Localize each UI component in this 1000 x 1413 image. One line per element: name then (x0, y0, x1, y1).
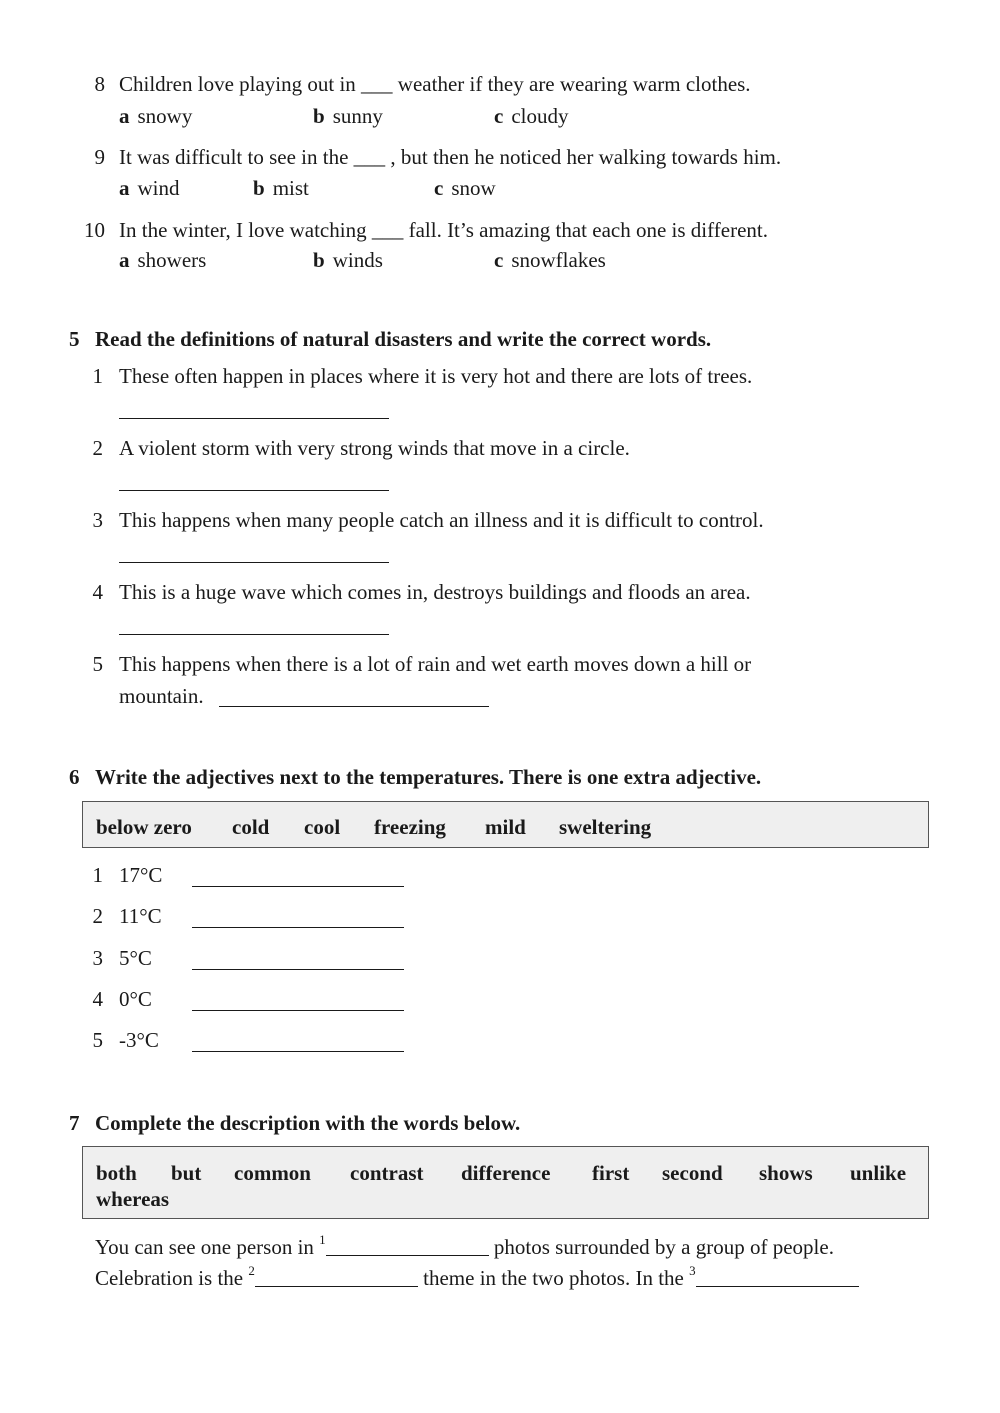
word-bank-item: both (96, 1161, 137, 1185)
answer-blank[interactable] (119, 634, 389, 635)
question-number: 9 (94, 145, 105, 169)
question-text: Children love playing out in ___ weather if they are wearing warm clothes. (119, 72, 751, 96)
item-number: 5 (92, 1028, 103, 1052)
definition-text-continued: mountain. (119, 684, 204, 708)
option-b[interactable]: b sunny (313, 104, 383, 128)
description-line-1: You can see one person in $^1$ photos surrounded by a group of people. (95, 1232, 834, 1259)
temperature: 5°C (119, 946, 152, 970)
section-number: 5 (69, 327, 80, 351)
word-bank (82, 801, 929, 848)
gap-number: 3 (689, 1263, 696, 1278)
word-bank-item: below zero (96, 815, 192, 839)
definition-text: These often happen in places where it is very hot and there are lots of trees. (119, 364, 753, 388)
definition-text: This happens when many people catch an illness and it is difficult to control. (119, 508, 764, 532)
option-b[interactable]: b winds (313, 248, 383, 272)
question-text: In the winter, I love watching ___ fall. It’s amazing that each one is different. (119, 218, 768, 242)
gap-number: 1 (319, 1232, 326, 1247)
word-bank-item: cool (304, 815, 341, 839)
item-number: 4 (92, 580, 103, 604)
word-bank-item: second (662, 1161, 723, 1185)
answer-blank[interactable] (119, 418, 389, 419)
gap-blank-3[interactable] (696, 1268, 859, 1287)
section-number: 7 (69, 1111, 80, 1135)
word-bank-item: common (234, 1161, 311, 1185)
word-bank-item: difference (461, 1161, 551, 1185)
item-number: 2 (92, 904, 103, 928)
definition-text: A violent storm with very strong winds that move in a circle. (119, 436, 630, 460)
word-bank-item: whereas (96, 1187, 170, 1211)
section-title: Read the definitions of natural disasters and write the correct words. (95, 327, 712, 351)
question-text: It was difficult to see in the ___ , but then he noticed her walking towards him. (119, 145, 782, 169)
question-number: 10 (84, 218, 105, 242)
answer-blank[interactable] (219, 706, 489, 707)
item-number: 1 (92, 863, 103, 887)
word-bank-item: cold (232, 815, 270, 839)
item-number: 3 (92, 946, 103, 970)
word-bank-item: contrast (350, 1161, 424, 1185)
option-a[interactable]: a showers (119, 248, 207, 272)
answer-blank[interactable] (192, 1051, 404, 1052)
word-bank-item: shows (759, 1161, 813, 1185)
answer-blank[interactable] (192, 927, 404, 928)
section-number: 6 (69, 765, 80, 789)
item-number: 4 (92, 987, 103, 1011)
item-number: 1 (92, 364, 103, 388)
gap-blank-1[interactable] (326, 1237, 489, 1256)
description-line-2: Celebration is the $^2$ theme in the two photos. In the $^3$ (95, 1268, 859, 1289)
question-number: 8 (94, 72, 105, 96)
item-number: 5 (92, 652, 103, 676)
definition-text: This is a huge wave which comes in, destroys buildings and floods an area. (119, 580, 751, 604)
answer-blank[interactable] (119, 490, 389, 491)
option-c[interactable]: c cloudy (494, 104, 569, 128)
item-number: 2 (92, 436, 103, 460)
word-bank-item: sweltering (559, 815, 652, 839)
item-number: 3 (92, 508, 103, 532)
option-b[interactable]: b mist (253, 176, 309, 200)
option-c[interactable]: c snow (434, 176, 496, 200)
gap-number: 2 (248, 1263, 255, 1278)
temperature: -3°C (119, 1028, 159, 1052)
option-a[interactable]: a wind (119, 176, 180, 200)
definition-text: This happens when there is a lot of rain and wet earth moves down a hill or (119, 652, 752, 676)
section-title: Write the adjectives next to the temperatures. There is one extra adjective. (95, 765, 762, 789)
answer-blank[interactable] (192, 969, 404, 970)
word-bank-item: unlike (850, 1161, 907, 1185)
word-bank-item: mild (485, 815, 526, 839)
answer-blank[interactable] (119, 562, 389, 563)
section-title: Complete the description with the words below. (95, 1111, 521, 1135)
answer-blank[interactable] (192, 886, 404, 887)
word-bank-item: but (171, 1161, 202, 1185)
gap-blank-2[interactable] (255, 1268, 418, 1287)
word-bank-item: freezing (374, 815, 446, 839)
option-a[interactable]: a snowy (119, 104, 193, 128)
temperature: 17°C (119, 863, 163, 887)
temperature: 0°C (119, 987, 152, 1011)
word-bank (82, 1146, 929, 1219)
word-bank-item: first (592, 1161, 630, 1185)
answer-blank[interactable] (192, 1010, 404, 1011)
option-c[interactable]: c snowflakes (494, 248, 606, 272)
temperature: 11°C (119, 904, 162, 928)
